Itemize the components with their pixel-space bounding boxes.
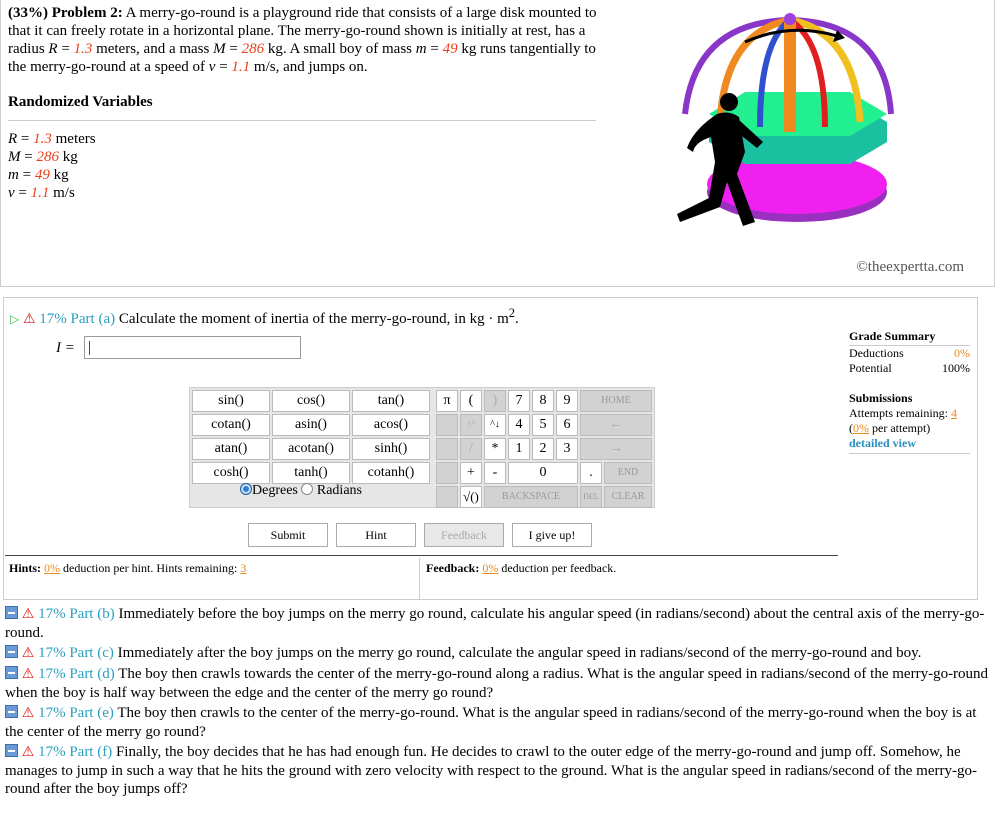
var-m-symbol: m	[415, 41, 427, 57]
keypad	[189, 387, 655, 508]
problem-panel	[0, 0, 995, 287]
rv-symbol: M	[8, 149, 21, 165]
key-cotanh[interactable]: cotanh()	[352, 462, 430, 484]
rv-unit: m/s	[53, 185, 75, 201]
key-9[interactable]: 9	[556, 390, 578, 412]
key-4[interactable]: 4	[508, 414, 530, 436]
part-a-header	[10, 306, 519, 328]
hint-button[interactable]: Hint	[336, 523, 416, 547]
part-item	[5, 644, 990, 663]
rv-value: 286	[36, 149, 59, 165]
eq-sign: =	[225, 41, 242, 57]
part-pct: 17%	[38, 666, 66, 682]
part-a-label: Part (a)	[70, 311, 116, 327]
feedback-label: Feedback:	[426, 561, 480, 575]
key-blank	[436, 462, 458, 484]
var-v-value: 1.1	[231, 59, 251, 75]
key-right-arrow[interactable]: →	[580, 438, 652, 460]
part-item	[5, 743, 990, 798]
part-question: Finally, the boy decides that he has had enough fun. He decides to crawl to the outer edge of the merry-go-round and jump off. Somehow, he manages to jump in such a way that he hits the ground with zero velocity with respect to the ground. What is the angular speed in radians/second of the merry-go-round after the boy jumps off?	[5, 744, 977, 797]
key-1[interactable]: 1	[508, 438, 530, 460]
collapse-icon[interactable]	[5, 744, 18, 757]
part-a-pct: 17%	[39, 311, 67, 327]
key-left-arrow[interactable]: ←	[580, 414, 652, 436]
eq-sign: =	[215, 59, 232, 75]
hints-pct: 0%	[44, 561, 61, 575]
key-pi[interactable]: π	[436, 390, 458, 412]
degrees-label: Degrees	[252, 483, 298, 498]
rv-unit: kg	[62, 149, 78, 165]
var-v-symbol: v	[208, 59, 216, 75]
part-a-panel	[3, 297, 978, 600]
radio-degrees[interactable]	[240, 483, 252, 495]
deductions-value: 0%	[954, 346, 970, 360]
part-item	[5, 665, 990, 702]
collapse-icon[interactable]	[5, 705, 18, 718]
submit-button[interactable]: Submit	[248, 523, 328, 547]
divider	[849, 453, 970, 454]
key-3[interactable]: 3	[556, 438, 578, 460]
merry-go-round-illustration	[665, 2, 897, 246]
key-0[interactable]: 0	[508, 462, 578, 484]
answer-label: I =	[56, 340, 75, 356]
eq-sign: =	[426, 41, 443, 57]
key-5[interactable]: 5	[532, 414, 554, 436]
feedback-text: deduction per feedback.	[501, 561, 617, 575]
key-acotan[interactable]: acotan()	[272, 438, 350, 460]
rv-item: v = 1.1 m/s	[8, 185, 75, 201]
key-superscript-down[interactable]: ^↓	[484, 414, 506, 436]
angle-mode	[240, 483, 362, 499]
problem-text-2: meters, and a mass	[92, 41, 214, 57]
hints-label: Hints:	[9, 561, 42, 575]
part-label[interactable]: Part (d)	[69, 666, 115, 682]
problem-statement	[8, 4, 598, 76]
part-label[interactable]: Part (e)	[69, 705, 114, 721]
part-pct: 17%	[38, 705, 66, 721]
key-end[interactable]: END	[604, 462, 652, 484]
key-atan[interactable]: atan()	[192, 438, 270, 460]
key-divide[interactable]: /	[460, 438, 482, 460]
part-question: Immediately before the boy jumps on the merry go round, calculate his angular speed (in radians/second) about the central axis of the merry-go-round.	[5, 606, 985, 641]
key-sqrt[interactable]: √()	[460, 486, 482, 508]
key-sin[interactable]: sin()	[192, 390, 270, 412]
answer-input[interactable]	[84, 336, 301, 359]
part-item	[5, 704, 990, 741]
divider	[8, 120, 596, 121]
feedback-pct: 0%	[482, 561, 499, 575]
attempts-value: 4	[950, 406, 957, 420]
submissions-title: Submissions	[849, 391, 913, 405]
warning-icon: ⚠	[21, 607, 35, 622]
potential-label: Potential	[849, 361, 892, 375]
part-label[interactable]: Part (c)	[69, 645, 114, 661]
hints-text: deduction per hint. Hints remaining:	[63, 561, 238, 575]
var-m-value: 49	[442, 41, 458, 57]
key-acos[interactable]: acos()	[352, 414, 430, 436]
copyright: ©theexpertta.com	[856, 259, 964, 275]
key-multiply[interactable]: *	[484, 438, 506, 460]
part-question: The boy then crawls to the center of the merry-go-round. What is the angular speed in radians/second of the merry-go-round when the boy is at the center of the merry go round?	[5, 705, 977, 740]
key-blank	[436, 486, 458, 508]
detailed-view-link[interactable]: detailed view	[849, 436, 916, 450]
rv-symbol: R	[8, 131, 18, 147]
parts-list	[5, 605, 990, 800]
deductions-label: Deductions	[849, 346, 904, 360]
rv-value: 1.1	[30, 185, 50, 201]
play-icon[interactable]: ▷	[10, 312, 20, 326]
collapse-icon[interactable]	[5, 645, 18, 658]
period: .	[515, 311, 519, 327]
hints-area	[5, 558, 420, 600]
key-asin[interactable]: asin()	[272, 414, 350, 436]
superscript: 2	[508, 306, 515, 320]
key-plus[interactable]: +	[460, 462, 482, 484]
key-cotan[interactable]: cotan()	[192, 414, 270, 436]
hints-remaining: 3	[240, 561, 247, 575]
key-tan[interactable]: tan()	[352, 390, 430, 412]
randomized-variables-heading: Randomized Variables	[8, 94, 153, 110]
problem-text-1: A merry-go-round is a playground ride that consists of a large disk mounted to that it can freely rotate in a horizontal plane. The merry-go-round shown is initially at rest, has a radius	[8, 5, 597, 57]
var-M-value: 286	[241, 41, 265, 57]
part-question: Immediately after the boy jumps on the merry go round, calculate the angular speed in radians/second of the merry-go-round and boy.	[117, 645, 922, 661]
key-6[interactable]: 6	[556, 414, 578, 436]
rv-item: m = 49 kg	[8, 167, 69, 183]
key-home[interactable]: HOME	[580, 390, 652, 412]
part-pct: 17%	[38, 645, 66, 661]
rv-item: R = 1.3 meters	[8, 131, 96, 147]
grade-summary	[849, 329, 970, 376]
var-M-symbol: M	[213, 41, 226, 57]
eq-sign: =	[57, 41, 74, 57]
radians-label: Radians	[316, 483, 362, 498]
var-R-value: 1.3	[73, 41, 93, 57]
key-del[interactable]: DEL	[580, 486, 602, 508]
rv-value: 1.3	[33, 131, 52, 147]
collapse-icon[interactable]	[5, 606, 18, 619]
part-question: The boy then crawls towards the center of the merry-go-round along a radius. What is the angular speed in radians/second of the merry-go-round when the boy is half way between the edge and the center of the merry go round?	[5, 666, 989, 701]
per-attempt-text: per attempt)	[872, 421, 931, 435]
part-pct: 17%	[38, 606, 66, 622]
collapse-icon[interactable]	[5, 666, 18, 679]
var-R-symbol: R	[48, 41, 58, 57]
feedback-area	[422, 558, 838, 600]
part-label[interactable]: Part (f)	[69, 744, 113, 760]
text-cursor	[89, 341, 90, 355]
key-lparen[interactable]: (	[460, 390, 482, 412]
part-label[interactable]: Part (b)	[69, 606, 115, 622]
key-superscript-up[interactable]: ↑^	[460, 414, 482, 436]
rv-unit: meters	[55, 131, 96, 147]
randomized-variables-list	[8, 130, 96, 202]
warning-icon: ⚠	[21, 667, 35, 682]
problem-text-5: m/s, and jumps on.	[250, 59, 368, 75]
part-item	[5, 605, 990, 642]
problem-weight: (33%)	[8, 5, 48, 21]
attempts-label: Attempts remaining:	[849, 406, 948, 420]
feedback-button[interactable]: Feedback	[424, 523, 504, 547]
key-8[interactable]: 8	[532, 390, 554, 412]
part-a-question: Calculate the moment of inertia of the merry-go-round, in kg · m	[118, 311, 509, 327]
key-7[interactable]: 7	[508, 390, 530, 412]
grade-summary-title: Grade Summary	[849, 329, 970, 346]
potential-value: 100%	[942, 361, 970, 375]
submissions-panel: Submissions Attempts remaining: 4 (0% per attempt) detailed view	[849, 391, 970, 454]
rv-symbol: v	[8, 185, 15, 201]
warning-icon: ⚠	[21, 706, 35, 721]
key-minus[interactable]: -	[484, 462, 506, 484]
key-sinh[interactable]: sinh()	[352, 438, 430, 460]
problem-number: Problem 2:	[51, 5, 123, 21]
key-cosh[interactable]: cosh()	[192, 462, 270, 484]
rv-item: M = 286 kg	[8, 149, 78, 165]
key-cos[interactable]: cos()	[272, 390, 350, 412]
part-pct: 17%	[38, 744, 66, 760]
key-clear[interactable]: CLEAR	[604, 486, 652, 508]
key-blank	[436, 438, 458, 460]
give-up-button[interactable]: I give up!	[512, 523, 592, 547]
key-rparen[interactable]: )	[484, 390, 506, 412]
radio-radians[interactable]	[301, 483, 313, 495]
rv-unit: kg	[53, 167, 69, 183]
key-2[interactable]: 2	[532, 438, 554, 460]
key-decimal[interactable]: .	[580, 462, 602, 484]
rv-value: 49	[34, 167, 50, 183]
warning-icon: ⚠	[21, 646, 35, 661]
problem-text-4: kg runs tangentially to the merry-go-round at a speed of	[8, 41, 596, 75]
problem-text-3: kg. A small boy of mass	[264, 41, 416, 57]
key-tanh[interactable]: tanh()	[272, 462, 350, 484]
key-blank	[436, 414, 458, 436]
key-backspace[interactable]: BACKSPACE	[484, 486, 578, 508]
warning-icon: ⚠	[21, 745, 35, 760]
per-attempt-pct: 0%	[853, 421, 869, 435]
warning-icon: ⚠	[22, 312, 36, 327]
divider	[5, 555, 838, 556]
rv-symbol: m	[8, 167, 19, 183]
